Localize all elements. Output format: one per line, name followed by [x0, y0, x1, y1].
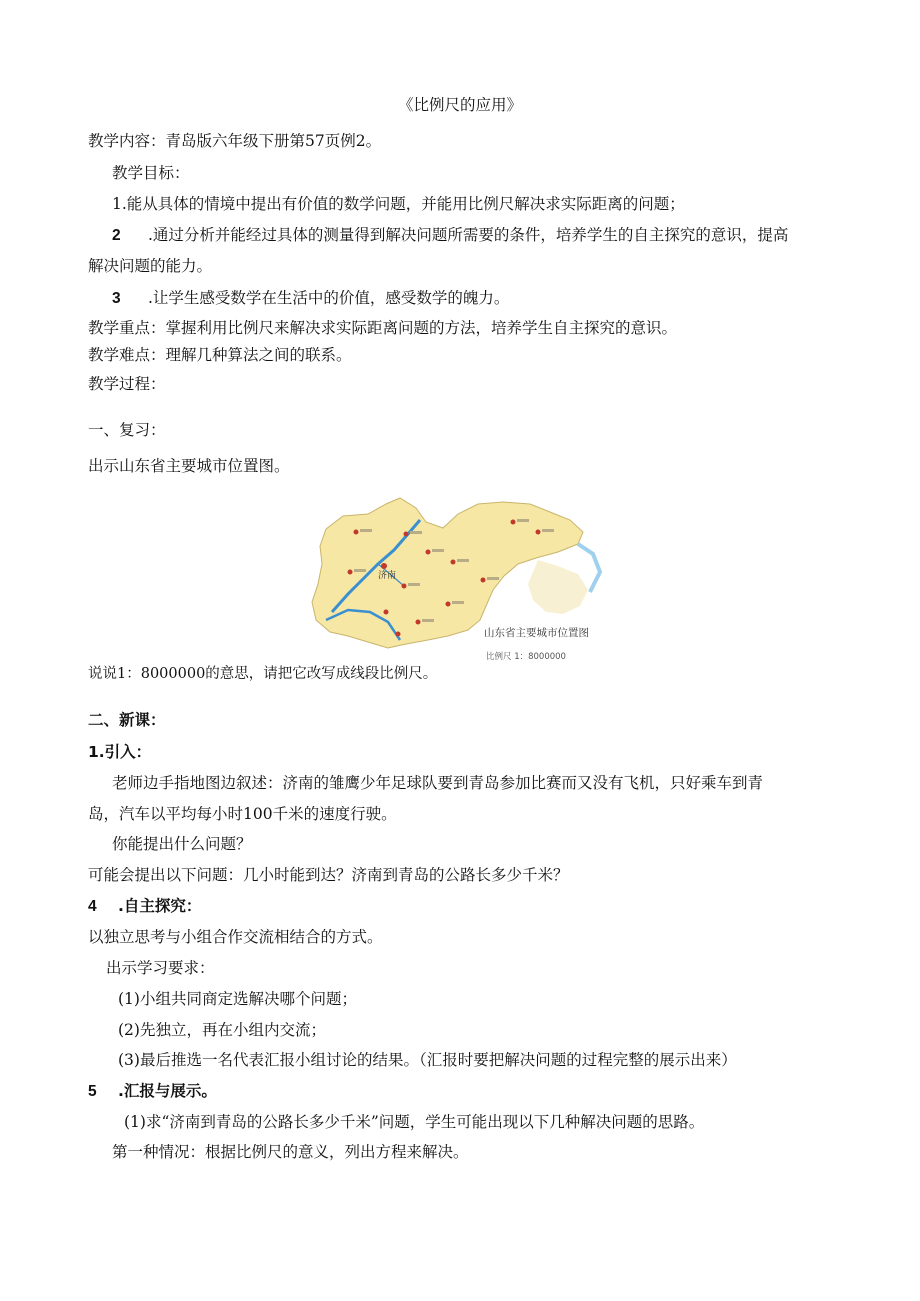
report-heading-line	[88, 1081, 217, 1102]
say-scale-text: 说说1：8000000的意思，请把它改写成线段比例尺。	[88, 666, 438, 682]
city-name-mark	[422, 619, 434, 622]
requirement-1: (1)小组共同商定选解决哪个问题；	[118, 990, 357, 1008]
city-name-mark	[542, 529, 554, 532]
map-graphic	[308, 494, 608, 662]
city-dot	[416, 620, 421, 625]
city-dot	[536, 530, 541, 535]
city-dot	[404, 532, 409, 537]
explore-number: 4	[88, 898, 97, 915]
city-name-mark	[487, 577, 499, 580]
question-prompt: 你能提出什么问题？	[112, 835, 252, 853]
explore-way: 以独立思考与小组合作交流相结合的方式。	[88, 928, 383, 946]
requirement-2: (2)先独立，再在小组内交流；	[118, 1021, 326, 1039]
map-city-jinan: 济南	[378, 571, 397, 581]
explore-heading-line	[88, 896, 201, 917]
city-name-mark	[457, 559, 469, 562]
shandong-map	[308, 494, 608, 662]
city-name-mark	[408, 583, 420, 586]
report-item-1: (1)求“济南到青岛的公路长多少千米”问题，学生可能出现以下几种解决问题的思路。	[124, 1113, 705, 1131]
map-scale: 比例尺 1：8000000	[486, 652, 566, 662]
city-name-mark	[452, 601, 464, 604]
city-dot	[348, 570, 353, 575]
requirement-3: (3)最后推选一名代表汇报小组讨论的结果。（汇报时要把解决问题的过程完整的展示出来）	[118, 1051, 737, 1069]
city-dot	[481, 578, 486, 583]
key-point: 教学重点：掌握利用比例尺来解决求实际距离问题的方法，培养学生自主探究的意识。	[88, 319, 678, 337]
objective-3-text: .让学生感受数学在生活中的价值，感受数学的魄力。	[148, 289, 510, 307]
city-dot	[354, 530, 359, 535]
review-heading: 一、复习：	[88, 421, 166, 439]
map-title: 山东省主要城市位置图	[484, 627, 589, 639]
objectives-heading: 教学目标：	[112, 164, 190, 182]
process-heading: 教学过程：	[88, 375, 166, 393]
show-map-text: 出示山东省主要城市位置图。	[88, 457, 290, 475]
first-case: 第一种情况：根据比例尺的意义，列出方程来解决。	[112, 1143, 469, 1161]
objective-2-number: 2	[112, 227, 121, 244]
page-title: 《比例尺的应用》	[397, 96, 522, 114]
city-dot	[451, 560, 456, 565]
city-name-mark	[354, 569, 366, 572]
city-dot	[511, 520, 516, 525]
difficulty: 教学难点：理解几种算法之间的联系。	[88, 346, 352, 364]
intro-text-1: 老师边手指地图边叙述：济南的雏鹰少年足球队要到青岛参加比赛而又没有飞机，只好乘车到青	[112, 774, 764, 792]
new-lesson-heading: 二、新课：	[88, 711, 166, 729]
intro-text-2: 岛，汽车以平均每小时100千米的速度行驶。	[88, 805, 397, 823]
city-dot	[396, 632, 401, 637]
city-dot	[384, 610, 389, 615]
objective-3	[112, 288, 509, 309]
objective-1: 1.能从具体的情境中提出有价值的数学问题，并能用比例尺解决求实际距离的问题；	[112, 195, 685, 213]
city-dot	[426, 550, 431, 555]
intro-heading: 1.引入：	[88, 743, 152, 761]
requirements-heading: 出示学习要求：	[106, 959, 215, 977]
city-name-mark	[432, 549, 444, 552]
objective-2	[112, 225, 788, 246]
possible-questions: 可能会提出以下问题：几小时能到达？济南到青岛的公路长多少千米？	[88, 866, 569, 884]
report-number: 5	[88, 1083, 97, 1100]
objective-2-text: .通过分析并能经过具体的测量得到解决问题所需要的条件，培养学生的自主探究的意识，提高	[148, 226, 789, 244]
objective-2-continued: 解决问题的能力。	[88, 257, 213, 275]
city-dot	[446, 602, 451, 607]
report-heading: .汇报与展示。	[118, 1082, 217, 1100]
city-dot-jinan	[381, 563, 387, 569]
city-name-mark	[360, 529, 372, 532]
city-name-mark	[517, 519, 529, 522]
objective-3-number: 3	[112, 290, 121, 307]
explore-heading: .自主探究：	[118, 897, 202, 915]
city-name-mark	[410, 531, 422, 534]
city-dot	[402, 584, 407, 589]
teaching-content: 教学内容：青岛版六年级下册第57页例2。	[88, 132, 382, 150]
